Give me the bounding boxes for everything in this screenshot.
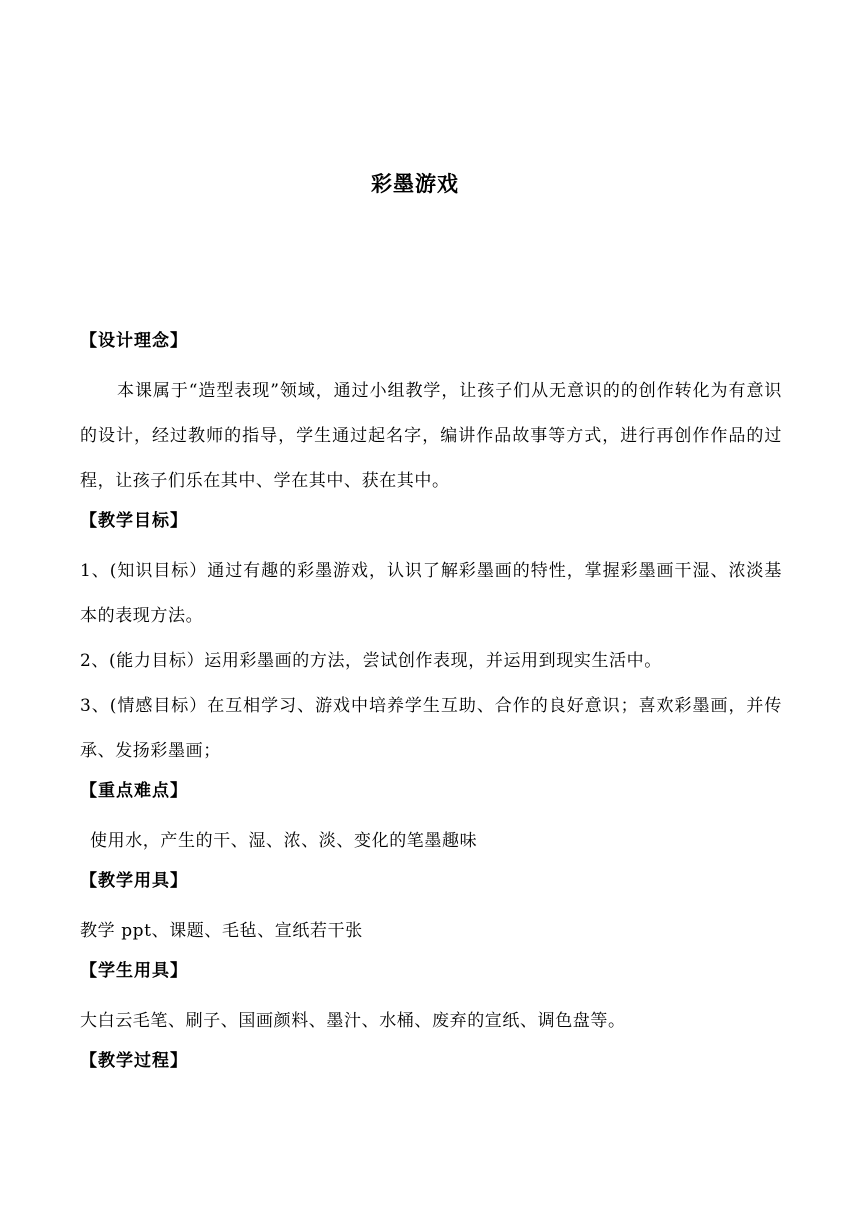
section-heading-design-concept: 【设计理念】 — [80, 331, 188, 351]
section-heading-objectives: 【教学目标】 — [80, 511, 188, 531]
document-title: 彩墨游戏 — [371, 172, 459, 196]
teaching-tools-paragraph: 教学 ppt、课题、毛毡、宣纸若干张 — [80, 921, 363, 941]
student-tools-paragraph: 大白云毛笔、刷子、国画颜料、墨汁、水桶、废弃的宣纸、调色盘等。 — [80, 1011, 626, 1031]
objective-item-2: 2、(能力目标）运用彩墨画的方法，尝试创作表现，并运用到现实生活中。 — [80, 651, 662, 671]
section-heading-teaching-tools: 【教学用具】 — [80, 871, 188, 891]
section-heading-student-tools: 【学生用具】 — [80, 961, 188, 981]
section-heading-teaching-process: 【教学过程】 — [80, 1051, 188, 1071]
key-points-paragraph: 使用水，产生的干、湿、浓、淡、变化的笔墨趣味 — [90, 831, 478, 851]
design-concept-paragraph: 本课属于“造型表现”领域，通过小组教学，让孩子们从无意识的的创作转化为有意识的设计，经过教师的指导，学生通过起名字，编讲作品故事等方式，进行再创作作品的过程，让孩子们乐在其中、学在其中、获在其中。 — [80, 381, 782, 491]
document-body — [80, 324, 782, 1089]
objective-item-3: 3、(情感目标）在互相学习、游戏中培养学生互助、合作的良好意识；喜欢彩墨画，并传承、发扬彩墨画； — [80, 696, 782, 761]
section-heading-key-points: 【重点难点】 — [80, 781, 188, 801]
objective-item-1: 1、(知识目标）通过有趣的彩墨游戏，认识了解彩墨画的特性，掌握彩墨画干湿、浓淡基本的表现方法。 — [80, 561, 782, 626]
